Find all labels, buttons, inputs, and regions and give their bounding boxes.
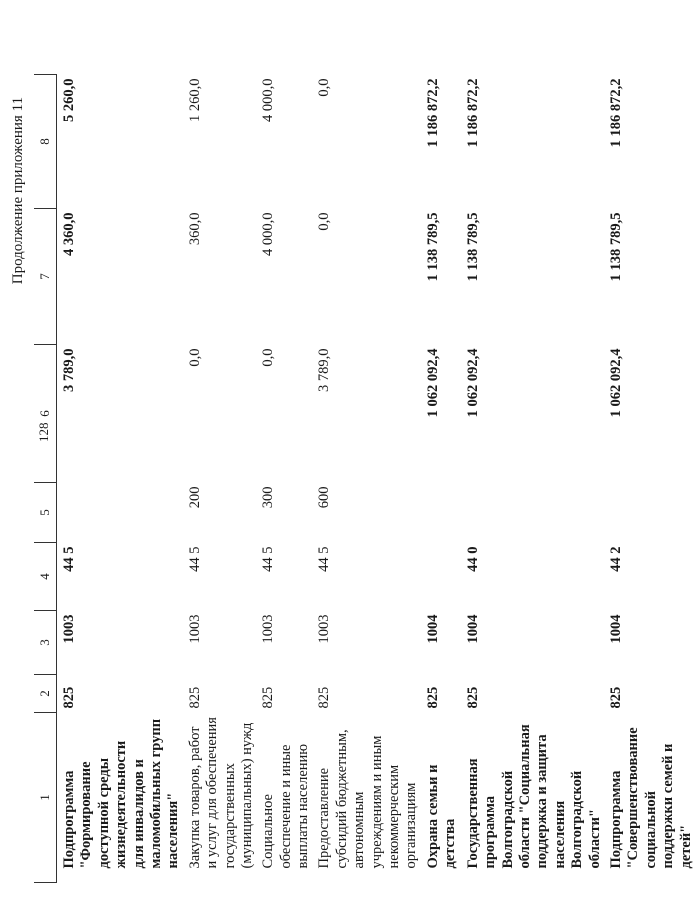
cell-expense-type: 200 [186,486,203,509]
cell-expense-type [421,483,461,543]
cell-section: 1004 [424,614,441,644]
row-name: Подпрограмма "Формирование доступной среды жизнедеятельности для инвалидов и маломобильных групп населения" [61,718,182,869]
cell-value-8: 0,0 [316,78,333,97]
cell-value-7: 0,0 [316,212,333,231]
cell-value-7: 1 138 789,5 [607,212,624,282]
cell-target: 44 5 [61,546,77,572]
header-row [34,75,57,883]
cell-value-8: 4 000,0 [260,78,277,122]
cell-ministry: 825 [260,686,277,709]
col-header: 6 [34,345,57,483]
col-header: 1 [34,713,57,883]
cell-value-6: 1 062 092,4 [464,348,481,418]
cell-expense-type: 300 [260,486,277,509]
cell-expense-type: 600 [316,486,333,509]
cell-section: 1003 [316,614,333,644]
cell-target [421,543,461,611]
table-row [604,75,695,883]
table-row [57,75,183,883]
table-row [461,75,604,883]
cell-ministry: 825 [186,686,203,709]
table-row [312,75,420,883]
cell-value-8: 1 186 872,2 [607,78,624,148]
table-row [183,75,257,883]
cell-expense-type [461,483,604,543]
cell-section: 1003 [186,614,203,644]
col-header: 4 [34,543,57,611]
cell-target: 44 2 [607,546,624,572]
cell-target: 44 5 [316,546,333,572]
col-header: 7 [34,209,57,345]
col-header: 5 [34,483,57,543]
cell-value-7: 360,0 [186,212,203,246]
cell-value-6: 1 062 092,4 [424,348,441,418]
budget-table [34,74,695,883]
col-header: 2 [34,675,57,713]
cell-ministry: 825 [464,686,481,709]
cell-ministry: 825 [316,686,333,709]
row-name: Закупка товаров, работ и услуг для обеспечения государственных (муниципальных) нужд [186,717,255,869]
cell-section: 1004 [607,614,624,644]
cell-value-8: 1 260,0 [186,78,203,122]
cell-value-7: 1 138 789,5 [424,212,441,282]
col-header: 3 [34,611,57,675]
table-row [421,75,461,883]
cell-target: 44 5 [260,546,277,572]
row-name: Предоставление субсидий бюджетным, автономным учреждениям и иным некоммерческим организациям [316,729,420,869]
cell-value-6: 3 789,0 [61,348,77,392]
cell-value-8: 1 186 872,2 [464,78,481,148]
row-name: Охрана семьи и детства [424,764,459,869]
cell-value-6: 0,0 [186,348,203,367]
cell-target: 44 0 [464,546,481,572]
cell-value-8: 1 186 872,2 [424,78,441,148]
cell-expense-type [604,483,695,543]
cell-ministry: 825 [424,686,441,709]
cell-section: 1003 [260,614,277,644]
cell-ministry: 825 [61,686,77,709]
cell-value-7: 1 138 789,5 [464,212,481,282]
cell-expense-type [57,483,183,543]
col-header: 8 [34,75,57,209]
cell-value-6: 3 789,0 [316,348,333,392]
cell-value-8: 5 260,0 [61,78,77,122]
cell-section: 1004 [464,614,481,644]
rotated-sheet [0,55,694,905]
cell-section: 1003 [61,614,77,644]
row-name: Подпрограмма "Совершенствование социальной поддержки семей и детей" [607,727,694,869]
row-name: Социальное обеспечение и иные выплаты населению [260,743,312,869]
continuation-note: Продолжение приложения 11 [10,97,26,285]
cell-value-7: 4 360,0 [61,212,77,256]
row-name: Государственная программа Волгоградской области "Социальная поддержка и защита населения Волгоградской области" [464,724,603,869]
cell-ministry: 825 [607,686,624,709]
table-row [256,75,312,883]
cell-value-6: 1 062 092,4 [607,348,624,418]
page-number: 128 [36,422,51,442]
cell-value-7: 4 000,0 [260,212,277,256]
cell-value-6: 0,0 [260,348,277,367]
cell-target: 44 5 [186,546,203,572]
